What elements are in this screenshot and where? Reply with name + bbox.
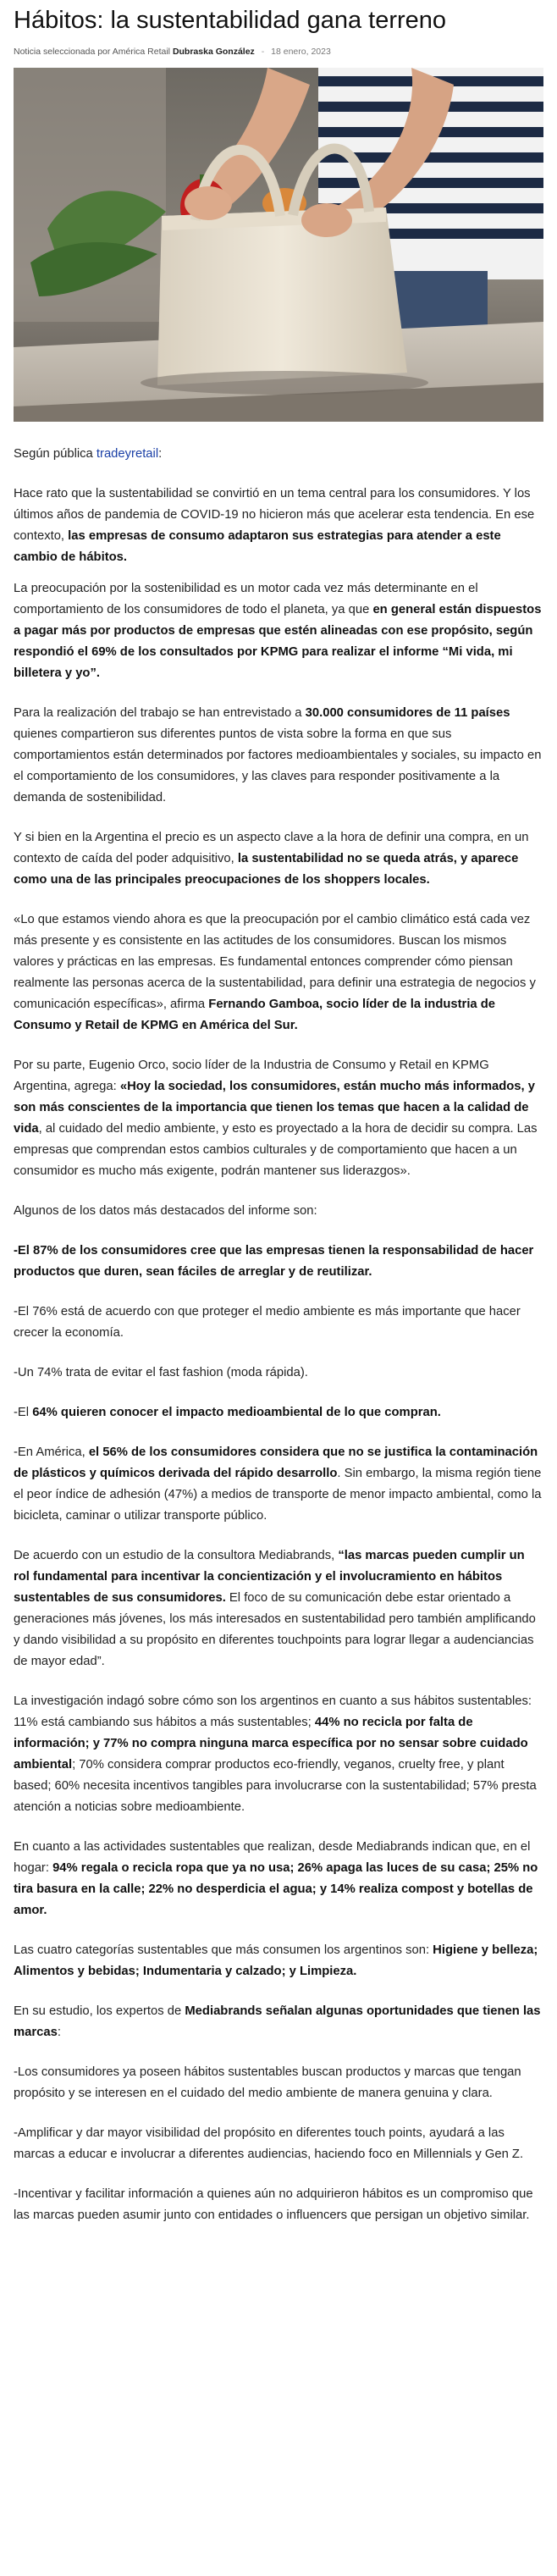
text: -En América,	[14, 1446, 89, 1459]
text: :	[57, 2026, 61, 2039]
article-paragraph	[14, 1402, 543, 1423]
text: -Incentivar y facilitar información a quienes aún no adquirieron hábitos es un compromiso que las marcas pueden asumir junto con entidades o influencers que persigan un objetivo similar.	[14, 2187, 533, 2222]
article-paragraph	[14, 578, 543, 684]
bold-text: Fernando Gamboa, socio líder de la industria de Consumo y Retail de KPMG en América del Sur.	[14, 998, 496, 1032]
shopping-bag-photo	[14, 68, 543, 422]
text: En su estudio, los expertos de	[14, 2004, 185, 2018]
article-body	[14, 444, 543, 2226]
bold-text: en general están dispuestos a pagar más por productos de empresas que estén alineadas con ese propósito, según respondió el 69% de los consultados por KPMG para realizar el informe “Mi vida, mi billetera y yo”.	[14, 603, 542, 680]
text: . Sin embargo, la misma región tiene el peor índice de adhesión (47%) a medios de transporte de menor impacto ambiental, como la bicicleta, caminar o utilizar transporte público.	[14, 1467, 542, 1523]
article-paragraph	[14, 1545, 543, 1672]
text: -El 76% está de acuerdo con que proteger el medio ambiente es más importante que hacer crecer la economía.	[14, 1305, 521, 1340]
text: quienes compartieron sus diferentes puntos de vista sobre la forma en que sus comportamientos están determinados por factores medioambientales y sociales, su impacto en el comportamiento de los consumidores, y las claves para responder positivamente a la demanda de sostenibilidad.	[14, 727, 542, 804]
text: Y si bien en la Argentina el precio es un aspecto clave a la hora de definir una compra, en un contexto de caída del poder adquisitivo,	[14, 831, 529, 865]
article-paragraph	[14, 827, 543, 891]
article-paragraph	[14, 1302, 543, 1344]
text: El foco de su comunicación debe estar orientado a generaciones más jóvenes, los más interesados en sustentabilidad pero también amplificando y dando visibilidad a su propósito en diferentes touchpoints para lograr llegar a audenciancias de mayor edad”.	[14, 1591, 536, 1668]
bold-text: la sustentabilidad no se queda atrás, y aparece como una de las principales preocupaciones de los shoppers locales.	[14, 852, 519, 887]
article-paragraph	[14, 1241, 543, 1283]
article-title: Hábitos: la sustentabilidad gana terreno	[14, 7, 447, 34]
bold-text: «Hoy la sociedad, los consumidores, están mucho más informados, y son más conscientes de la importancia que tienen los temas que hacen a la calidad de vida	[14, 1080, 535, 1136]
article-paragraph	[14, 484, 543, 568]
article-paragraph	[14, 2062, 543, 2104]
text: Hace rato que la sustentabilidad se convirtió en un tema central para los consumidores. Y los últimos años de pandemia de COVID-19 no hicieron más que acelerar esta tendencia. En ese contexto,	[14, 487, 535, 543]
text: -Amplificar y dar mayor visibilidad del propósito en diferentes touch points, ayudará a las marcas a educar e involucrar a diferentes audiencias, haciendo foco en Millennials y Gen Z.	[14, 2126, 524, 2161]
byline-separator: -	[261, 47, 265, 57]
text: «Lo que estamos viendo ahora es que la preocupación por el cambio climático está cada vez más presente y es consistente en las actitudes de los consumidores. Buscan los mismos valores y prácticas en las empresas. Es fundamental entonces comprender cómo piensan realmente las personas acerca de la sustentabilidad, para definir una estrategia de negocios y comunicación específicas», afirma	[14, 913, 536, 1011]
bold-text: 94% regala o recicla ropa que ya no usa; 26% apaga las luces de su casa; 25% no tira basura en la calle; 22% no desperdicia el agua; y 14% realiza compost y botellas de amor.	[14, 1861, 538, 1917]
source-line	[14, 444, 543, 465]
text: De acuerdo con un estudio de la consultora Mediabrands,	[14, 1549, 339, 1562]
article-paragraph	[14, 909, 543, 1036]
bold-text: Higiene y belleza; Alimentos y bebidas; Indumentaria y calzado; y Limpieza.	[14, 1943, 538, 1978]
text: , al cuidado del medio ambiente, y esto es proyectado a la hora de decidir su compra. Las empresas que comprendan estos cambios culturales y de comportamiento que hacen a un consumidor es mucho más exigente, podrán mantener sus liderazgos».	[14, 1122, 538, 1178]
article-paragraph	[14, 1442, 543, 1527]
article-paragraph	[14, 1837, 543, 1921]
text: Algunos de los datos más destacados del informe son:	[14, 1204, 317, 1218]
article-paragraph	[14, 703, 543, 809]
text: Para la realización del trabajo se han entrevistado a	[14, 706, 306, 720]
text: Las cuatro categorías sustentables que más consumen los argentinos son:	[14, 1943, 433, 1957]
article-paragraph	[14, 2001, 543, 2043]
bold-text: -El 87% de los consumidores cree que las empresas tienen la responsabilidad de hacer productos que duren, sean fáciles de arreglar y de reutilizar.	[14, 1244, 534, 1279]
article-paragraph	[14, 1363, 543, 1384]
text: Por su parte, Eugenio Orco, socio líder de la Industria de Consumo y Retail en KPMG Argentina, agrega:	[14, 1059, 489, 1093]
text: La investigación indagó sobre cómo son los argentinos en cuanto a sus hábitos sustentables: 11% está cambiando sus hábitos a más sustentables;	[14, 1694, 532, 1729]
article-paragraph	[14, 1201, 543, 1222]
article-paragraph	[14, 1940, 543, 1982]
bold-text: el 56% de los consumidores considera que no se justifica la contaminación de plásticos y químicos derivada del rápido desarrollo	[14, 1446, 538, 1480]
article-paragraph	[14, 1055, 543, 1182]
byline-prefix: Noticia seleccionada por América Retail	[14, 47, 171, 57]
bold-text: 64% quieren conocer el impacto medioambiental de lo que compran.	[32, 1406, 441, 1419]
byline	[14, 46, 543, 58]
bold-text: Mediabrands señalan algunas oportunidades que tienen las marcas	[14, 2004, 541, 2039]
paragraph-list	[14, 484, 543, 2226]
text: ; 70% considera comprar productos eco-friendly, veganos, cruelty free, y plant based; 60% necesita incentivos tangibles para involucrarse con la sustentabilidad; 57% presta atención a noticias sobre medioambiente.	[14, 1758, 537, 1814]
bold-text: 30.000 consumidores de 11 países	[305, 706, 510, 720]
text: -Los consumidores ya poseen hábitos sustentables buscan productos y marcas que tengan propósito y se interesen en el cuidado del medio ambiente de manera genuina y clara.	[14, 2065, 521, 2100]
bold-text: 44% no recicla por falta de información; y 77% no compra ninguna marca específica por no sensar sobre cuidado ambiental	[14, 1716, 528, 1772]
text: -El	[14, 1406, 33, 1419]
publish-date: 18 enero, 2023	[271, 47, 331, 57]
text: -Un 74% trata de evitar el fast fashion (moda rápida).	[14, 1366, 308, 1379]
article-paragraph	[14, 2184, 543, 2226]
text: En cuanto a las actividades sustentables que realizan, desde Mediabrands indican que, en el hogar:	[14, 1840, 531, 1875]
bold-text: “las marcas pueden cumplir un rol fundamental para incentivar la concientización y el involucramiento en hábitos sustentables de sus consumidores.	[14, 1549, 525, 1605]
source-suffix: :	[158, 447, 163, 461]
source-prefix: Según pública	[14, 447, 97, 461]
bold-text: las empresas de consumo adaptaron sus estrategias para atender a este cambio de hábitos.	[14, 529, 501, 564]
article-paragraph	[14, 1691, 543, 1818]
article-paragraph	[14, 2123, 543, 2165]
author-link[interactable]: Dubraska González	[172, 47, 255, 57]
text: La preocupación por la sostenibilidad es un motor cada vez más determinante en el comportamiento de los consumidores de todo el planeta, ya que	[14, 582, 478, 616]
source-link[interactable]: tradeyretail	[96, 447, 159, 461]
